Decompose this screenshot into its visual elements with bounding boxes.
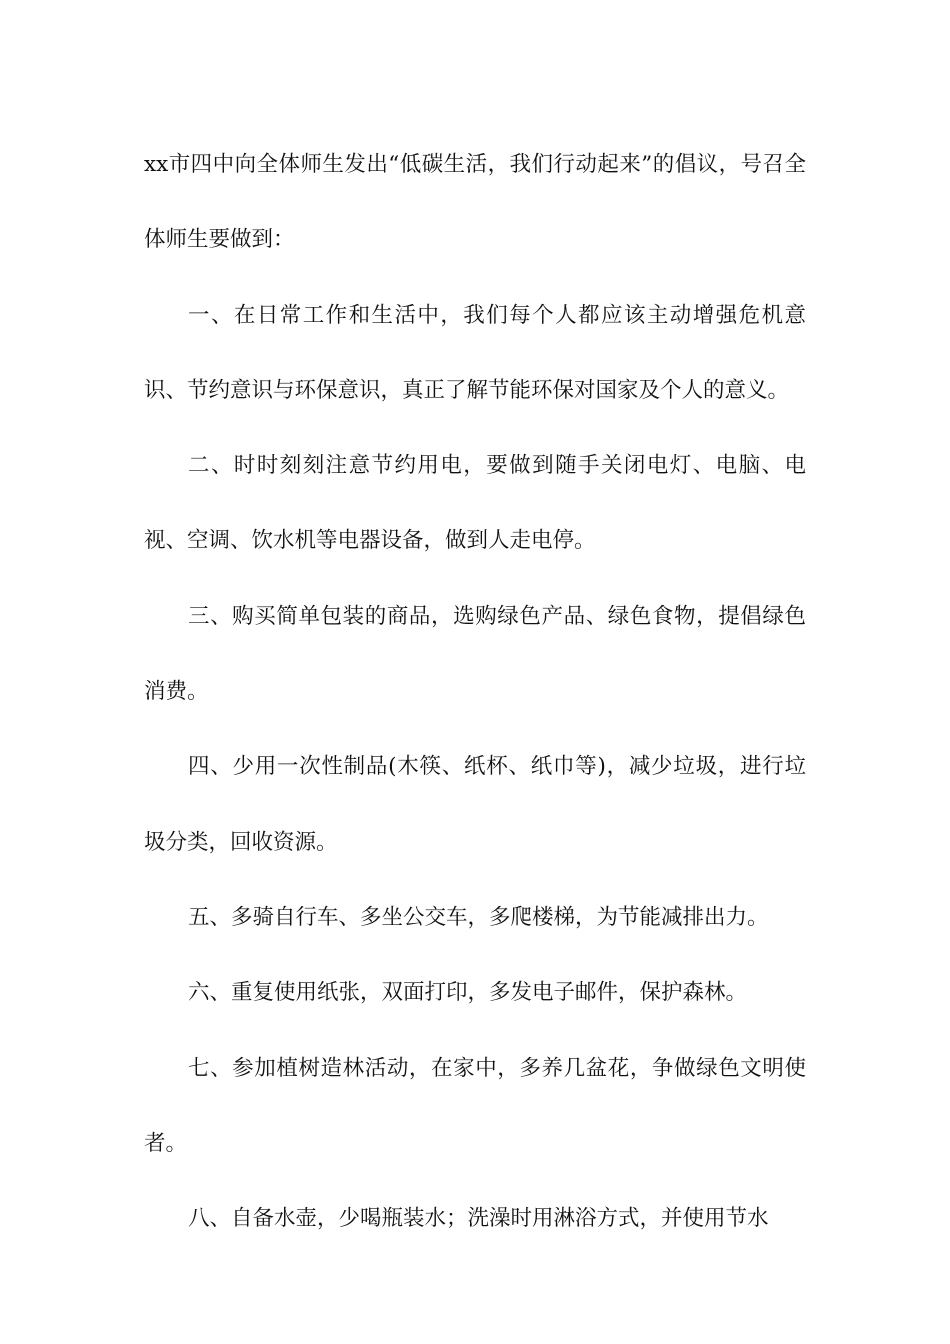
proposal-item-5: 五、多骑自行车、多坐公交车，多爬楼梯，为节能减排出力。 bbox=[188, 904, 769, 930]
proposal-item-6: 六、重复使用纸张，双面打印，多发电子邮件，保护森林。 bbox=[188, 980, 748, 1006]
proposal-item-4: 四、少用一次性制品(木筷、纸杯、纸巾等)，减少垃圾，进行垃圾分类，回收资源。 bbox=[144, 754, 806, 855]
proposal-item-7: 七、参加植树造林活动，在家中，多养几盆花，争做绿色文明使者。 bbox=[144, 1055, 806, 1156]
proposal-item-2: 二、时时刻刻注意节约用电，要做到随手关闭电灯、电脑、电视、空调、饮水机等电器设备，做到人走电停。 bbox=[144, 453, 806, 554]
proposal-item-1: 一、在日常工作和生活中，我们每个人都应该主动增强危机意识、节约意识与环保意识，真正了解节能环保对国家及个人的意义。 bbox=[144, 302, 806, 403]
proposal-item-8: 八、自备水壶，少喝瓶装水；洗澡时用淋浴方式，并使用节水 bbox=[188, 1206, 769, 1232]
intro-paragraph: xx市四中向全体师生发出“低碳生活，我们行动起来”的倡议，号召全体师生要做到： bbox=[144, 152, 806, 253]
document-body bbox=[144, 127, 806, 1256]
proposal-item-3: 三、购买简单包装的商品，选购绿色产品、绿色食物，提倡绿色消费。 bbox=[144, 603, 806, 705]
